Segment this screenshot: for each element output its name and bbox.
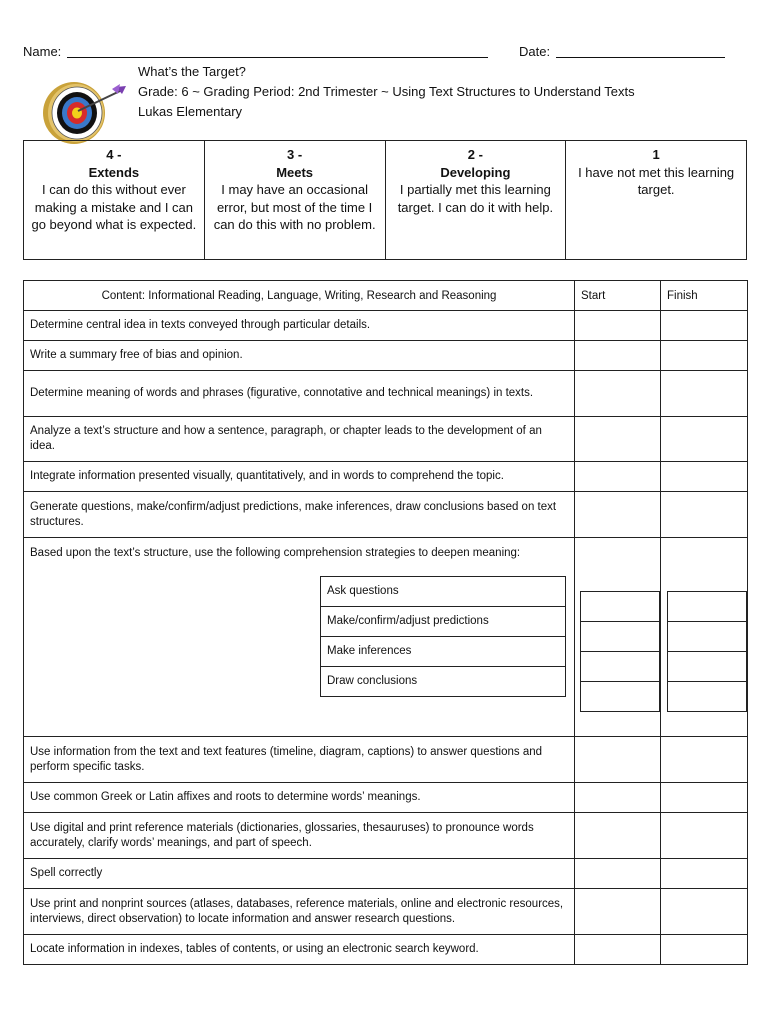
strategies-list: [320, 576, 566, 697]
row-text: Determine central idea in texts conveyed through particular details.: [24, 311, 575, 341]
start-strategies-cell: [575, 538, 661, 737]
start-check-box[interactable]: [581, 652, 660, 682]
row-text: Write a summary free of bias and opinion.: [24, 341, 575, 371]
finish-check-box[interactable]: [668, 622, 747, 652]
table-row: [24, 492, 748, 538]
row-text: Locate information in indexes, tables of contents, or using an electronic search keyword.: [24, 935, 575, 965]
strategies-row: [24, 538, 748, 737]
finish-cell[interactable]: [661, 737, 748, 783]
table-row: [24, 859, 748, 889]
start-cell[interactable]: [575, 859, 661, 889]
finish-cell[interactable]: [661, 311, 748, 341]
target-icon: [38, 80, 130, 146]
rubric-number: 4 -: [106, 147, 122, 162]
rubric-cell-4: [24, 141, 205, 260]
start-checkboxes: [580, 591, 660, 712]
start-check-box[interactable]: [581, 682, 660, 712]
table-row: [24, 341, 748, 371]
intro-grade-line: Grade: 6 ~ Grading Period: 2nd Trimester ~ Using Text Structures to Understand Texts: [138, 84, 635, 99]
row-text: Use digital and print reference materials (dictionaries, glossaries, thesauruses) to pronounce words accurately, clarify words’ meanings, and part of speech.: [24, 813, 575, 859]
start-cell[interactable]: [575, 737, 661, 783]
start-cell[interactable]: [575, 311, 661, 341]
start-cell[interactable]: [575, 889, 661, 935]
start-header: Start: [575, 281, 661, 311]
finish-header: Finish: [661, 281, 748, 311]
start-cell[interactable]: [575, 371, 661, 417]
strategy-item: Ask questions: [321, 577, 566, 607]
strategies-cell: [24, 538, 575, 737]
start-cell[interactable]: [575, 462, 661, 492]
name-field[interactable]: [67, 57, 488, 58]
rubric-table: [23, 140, 747, 260]
table-row: [24, 889, 748, 935]
start-cell[interactable]: [575, 492, 661, 538]
start-cell[interactable]: [575, 935, 661, 965]
content-header: Content: Informational Reading, Language, Writing, Research and Reasoning: [24, 281, 575, 311]
row-text: Generate questions, make/confirm/adjust predictions, make inferences, draw conclusions based on text structures.: [24, 492, 575, 538]
finish-cell[interactable]: [661, 935, 748, 965]
rubric-description: I partially met this learning target. I can do it with help.: [397, 182, 554, 215]
table-row: [24, 813, 748, 859]
content-table: [23, 280, 748, 965]
intro-title: What’s the Target?: [138, 64, 246, 79]
finish-check-box[interactable]: [668, 652, 747, 682]
date-field[interactable]: [556, 57, 725, 58]
finish-strategies-cell: [661, 538, 748, 737]
start-cell[interactable]: [575, 813, 661, 859]
table-row: [24, 417, 748, 462]
finish-cell[interactable]: [661, 889, 748, 935]
start-cell[interactable]: [575, 417, 661, 462]
date-label: Date:: [519, 44, 551, 59]
row-text: Spell correctly: [24, 859, 575, 889]
table-row: [24, 783, 748, 813]
intro-block: [138, 62, 635, 122]
rubric-description: I may have an occasional error, but most of the time I can do this with no problem.: [213, 182, 376, 232]
rubric-name: Developing: [440, 164, 511, 180]
rubric-description: I can do this without ever making a mistake and I can go beyond what is expected.: [31, 182, 197, 232]
rubric-number: 3 -: [287, 147, 303, 162]
rubric-number: 1: [652, 147, 660, 162]
strategy-item: Make inferences: [321, 637, 566, 667]
table-row: [24, 371, 748, 417]
row-text: Analyze a text’s structure and how a sentence, paragraph, or chapter leads to the development of an idea.: [24, 417, 575, 462]
finish-cell[interactable]: [661, 813, 748, 859]
rubric-cell-3: [204, 141, 385, 260]
strategy-item: Draw conclusions: [321, 667, 566, 697]
name-label: Name:: [23, 44, 62, 59]
finish-cell[interactable]: [661, 783, 748, 813]
finish-check-box[interactable]: [668, 592, 747, 622]
finish-check-box[interactable]: [668, 682, 747, 712]
start-cell[interactable]: [575, 783, 661, 813]
row-text: Use print and nonprint sources (atlases, databases, reference materials, online and electronic resources, interviews, direct observation) to locate information and answer research questions.: [24, 889, 575, 935]
rubric-cell-2: [385, 141, 566, 260]
table-row: [24, 737, 748, 783]
row-text: Determine meaning of words and phrases (figurative, connotative and technical meanings) in texts.: [24, 371, 575, 417]
rubric-cell-1: [566, 141, 747, 260]
finish-checkboxes: [667, 591, 747, 712]
finish-cell[interactable]: [661, 417, 748, 462]
strategies-intro: Based upon the text’s structure, use the following comprehension strategies to deepen meaning:: [30, 547, 521, 559]
table-row: [24, 311, 748, 341]
start-cell[interactable]: [575, 341, 661, 371]
finish-cell[interactable]: [661, 371, 748, 417]
row-text: Integrate information presented visually, quantitatively, and in words to comprehend the topic.: [24, 462, 575, 492]
rubric-number: 2 -: [467, 147, 483, 162]
rubric-name: Meets: [276, 164, 314, 180]
start-check-box[interactable]: [581, 622, 660, 652]
row-text: Use common Greek or Latin affixes and roots to determine words’ meanings.: [24, 783, 575, 813]
finish-cell[interactable]: [661, 462, 748, 492]
finish-cell[interactable]: [661, 341, 748, 371]
start-check-box[interactable]: [581, 592, 660, 622]
table-row: [24, 935, 748, 965]
row-text: Use information from the text and text features (timeline, diagram, captions) to answer questions and perform specific tasks.: [24, 737, 575, 783]
finish-cell[interactable]: [661, 859, 748, 889]
table-row: [24, 462, 748, 492]
finish-cell[interactable]: [661, 492, 748, 538]
strategy-item: Make/confirm/adjust predictions: [321, 607, 566, 637]
rubric-description: I have not met this learning target.: [578, 164, 735, 197]
rubric-name: Extends: [88, 164, 140, 180]
intro-school: Lukas Elementary: [138, 104, 243, 119]
